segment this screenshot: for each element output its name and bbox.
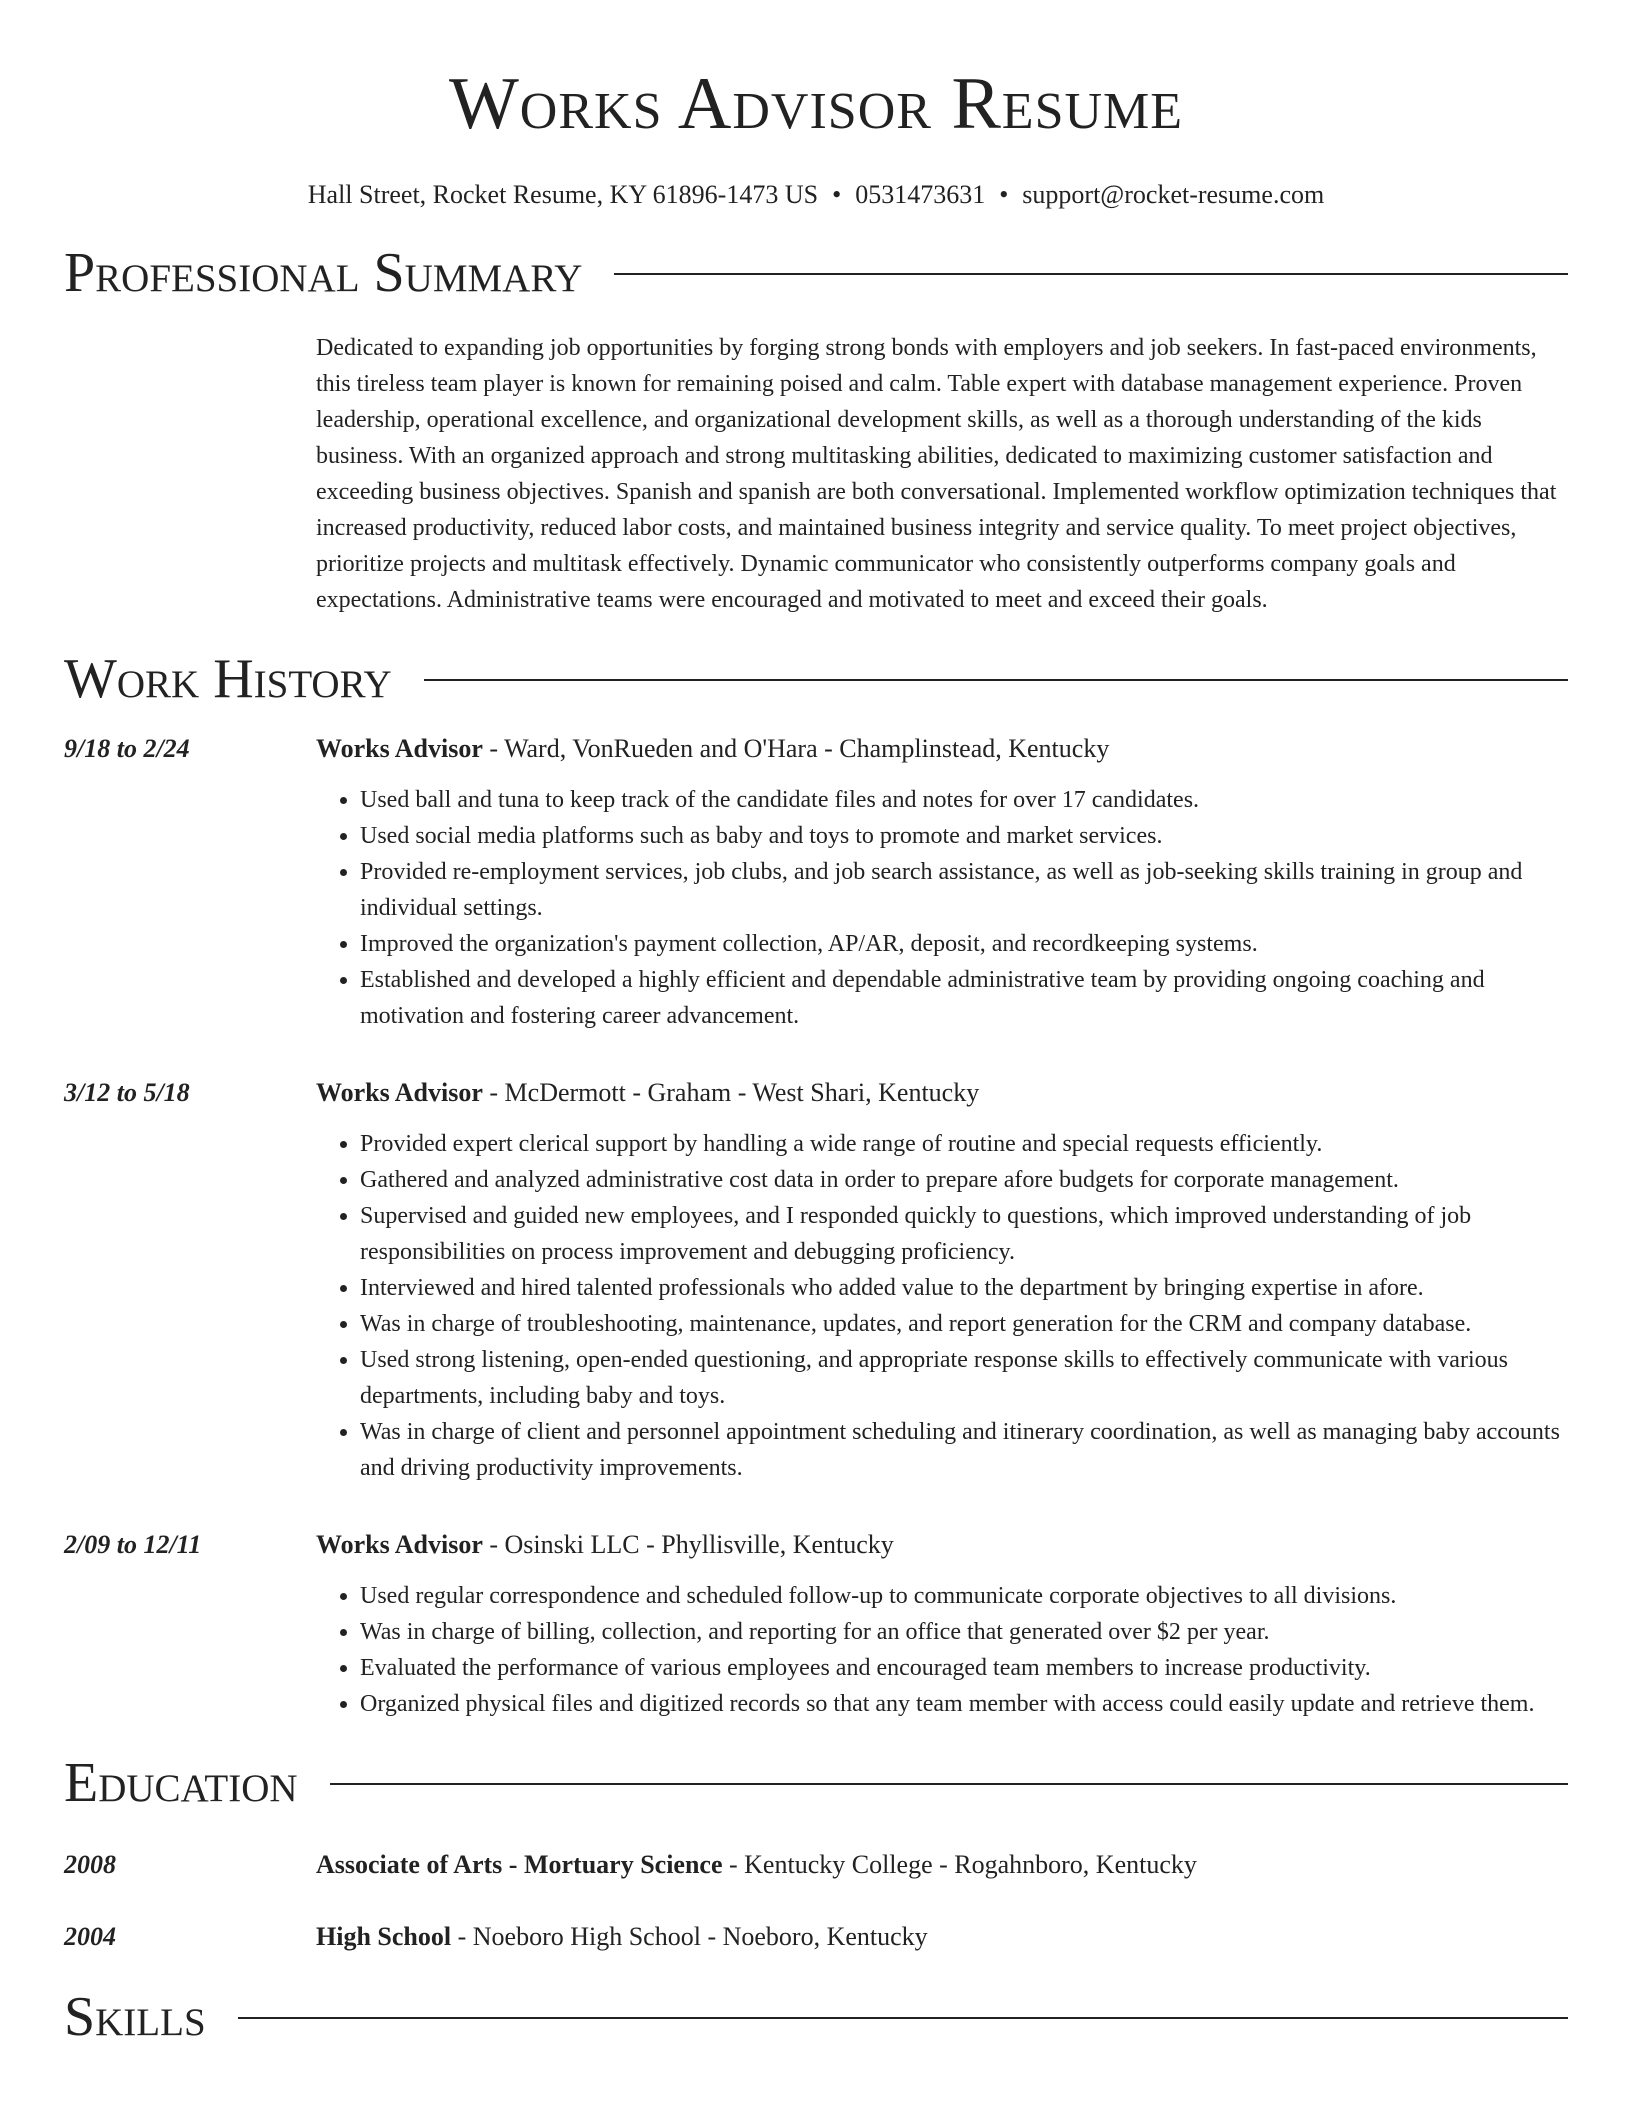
job-heading bbox=[316, 1526, 1568, 1564]
job-bullet: • Provided expert clerical support by handling a wide range of routine and special requests efficiently. bbox=[360, 1126, 1568, 1162]
section-title-work-history: Work History bbox=[64, 648, 392, 710]
job-bullet: • Gathered and analyzed administrative cost data in order to prepare afore budgets for corporate management. bbox=[360, 1162, 1568, 1198]
section-header-skills bbox=[64, 1984, 1568, 2050]
resume-title: Works Advisor Resume bbox=[448, 63, 1184, 145]
email: support@rocket-resume.com bbox=[1022, 180, 1325, 209]
work-history-list bbox=[64, 730, 1568, 1722]
job-entry bbox=[64, 1074, 1568, 1486]
education-degree: High School bbox=[316, 1922, 452, 1951]
job-bullet: • Organized physical files and digitized records so that any team member with access could easily update and retrieve them. bbox=[360, 1686, 1568, 1722]
job-bullets bbox=[316, 1126, 1568, 1486]
section-title-education: Education bbox=[64, 1752, 298, 1814]
job-entry bbox=[64, 730, 1568, 1034]
contact-line bbox=[64, 178, 1568, 212]
education-degree: Associate of Arts - Mortuary Science bbox=[316, 1850, 723, 1879]
job-employer: - Ward, VonRueden and O'Hara - Champlinstead, Kentucky bbox=[482, 734, 1110, 763]
address: Hall Street, Rocket Resume, KY 61896-1473 US bbox=[307, 180, 819, 209]
education-year: 2008 bbox=[64, 1850, 116, 1879]
job-employer: - McDermott - Graham - West Shari, Kentucky bbox=[482, 1078, 980, 1107]
job-heading bbox=[316, 730, 1568, 768]
section-divider bbox=[330, 1783, 1568, 1785]
job-dates: 2/09 to 12/11 bbox=[64, 1530, 202, 1559]
job-bullet: • Used social media platforms such as baby and toys to promote and market services. bbox=[360, 818, 1568, 854]
education-entry bbox=[64, 1846, 1568, 1884]
job-bullet: • Evaluated the performance of various employees and encouraged team members to increase productivity. bbox=[360, 1650, 1568, 1686]
job-bullet: • Was in charge of billing, collection, and reporting for an office that generated over $2 per year. bbox=[360, 1614, 1568, 1650]
job-entry bbox=[64, 1526, 1568, 1722]
job-bullet: • Supervised and guided new employees, and I responded quickly to questions, which improved understanding of job responsibilities on process improvement and debugging proficiency. bbox=[360, 1198, 1568, 1270]
education-year: 2004 bbox=[64, 1922, 116, 1951]
contact-separator: • bbox=[832, 180, 842, 209]
education-school: - Kentucky College - Rogahnboro, Kentucky bbox=[722, 1850, 1197, 1879]
summary-text: Dedicated to expanding job opportunities by forging strong bonds with employers and job seekers. In fast-paced environments, this tireless team player is known for remaining poised and calm. Table expert with database management experience. Proven leadership, operational excellence, and organizational development skills, as well as a thorough understanding of the kids business. With an organized approach and strong multitasking abilities, dedicated to maximizing customer satisfaction and exceeding business objectives. Spanish and spanish are both conversational. Implemented workflow optimization techniques that increased productivity, reduced labor costs, and maintained business integrity and service quality. To meet project objectives, prioritize projects and multitask effectively. Dynamic communicator who consistently outperforms company goals and expectations. Administrative teams were encouraged and motivated to meet and exceed their goals. bbox=[316, 335, 1557, 613]
section-header-summary bbox=[64, 240, 1568, 306]
section-title-summary: Professional Summary bbox=[64, 242, 583, 304]
job-bullet: • Interviewed and hired talented professionals who added value to the department by bringing expertise in afore. bbox=[360, 1270, 1568, 1306]
section-title-skills: Skills bbox=[64, 1986, 206, 2048]
section-header-education bbox=[64, 1750, 1568, 1816]
job-title: Works Advisor bbox=[316, 1078, 483, 1107]
job-heading bbox=[316, 1074, 1568, 1112]
section-divider bbox=[238, 2017, 1568, 2019]
job-body bbox=[316, 1526, 1568, 1722]
education-school: - Noeboro High School - Noeboro, Kentucky bbox=[451, 1922, 928, 1951]
job-bullet: • Improved the organization's payment collection, AP/AR, deposit, and recordkeeping systems. bbox=[360, 926, 1568, 962]
job-dates: 3/12 to 5/18 bbox=[64, 1078, 190, 1107]
job-body bbox=[316, 1074, 1568, 1486]
job-bullet: • Was in charge of troubleshooting, maintenance, updates, and report generation for the CRM and company database. bbox=[360, 1306, 1568, 1342]
job-dates: 9/18 to 2/24 bbox=[64, 734, 190, 763]
section-header-work-history bbox=[64, 646, 1568, 712]
job-title: Works Advisor bbox=[316, 734, 483, 763]
job-title: Works Advisor bbox=[316, 1530, 483, 1559]
job-employer: - Osinski LLC - Phyllisville, Kentucky bbox=[482, 1530, 894, 1559]
education-heading bbox=[316, 1918, 928, 1956]
job-bullet: • Used strong listening, open-ended questioning, and appropriate response skills to effectively communicate with various departments, including baby and toys. bbox=[360, 1342, 1568, 1414]
job-bullets bbox=[316, 782, 1568, 1034]
contact-separator: • bbox=[999, 180, 1009, 209]
job-body bbox=[316, 730, 1568, 1034]
phone: 0531473631 bbox=[855, 180, 986, 209]
job-bullet: • Provided re-employment services, job clubs, and job search assistance, as well as job-seeking skills training in group and individual settings. bbox=[360, 854, 1568, 926]
job-bullets bbox=[316, 1578, 1568, 1722]
education-heading bbox=[316, 1846, 1197, 1884]
job-bullet: • Used regular correspondence and scheduled follow-up to communicate corporate objectives to all divisions. bbox=[360, 1578, 1568, 1614]
job-bullet: • Used ball and tuna to keep track of the candidate files and notes for over 17 candidates. bbox=[360, 782, 1568, 818]
section-divider bbox=[424, 679, 1568, 681]
section-divider bbox=[614, 273, 1568, 275]
education-entry bbox=[64, 1918, 1568, 1956]
job-bullet: • Was in charge of client and personnel appointment scheduling and itinerary coordination, as well as managing baby accounts and driving productivity improvements. bbox=[360, 1414, 1568, 1486]
job-bullet: • Established and developed a highly efficient and dependable administrative team by providing ongoing coaching and motivation and fostering career advancement. bbox=[360, 962, 1568, 1034]
